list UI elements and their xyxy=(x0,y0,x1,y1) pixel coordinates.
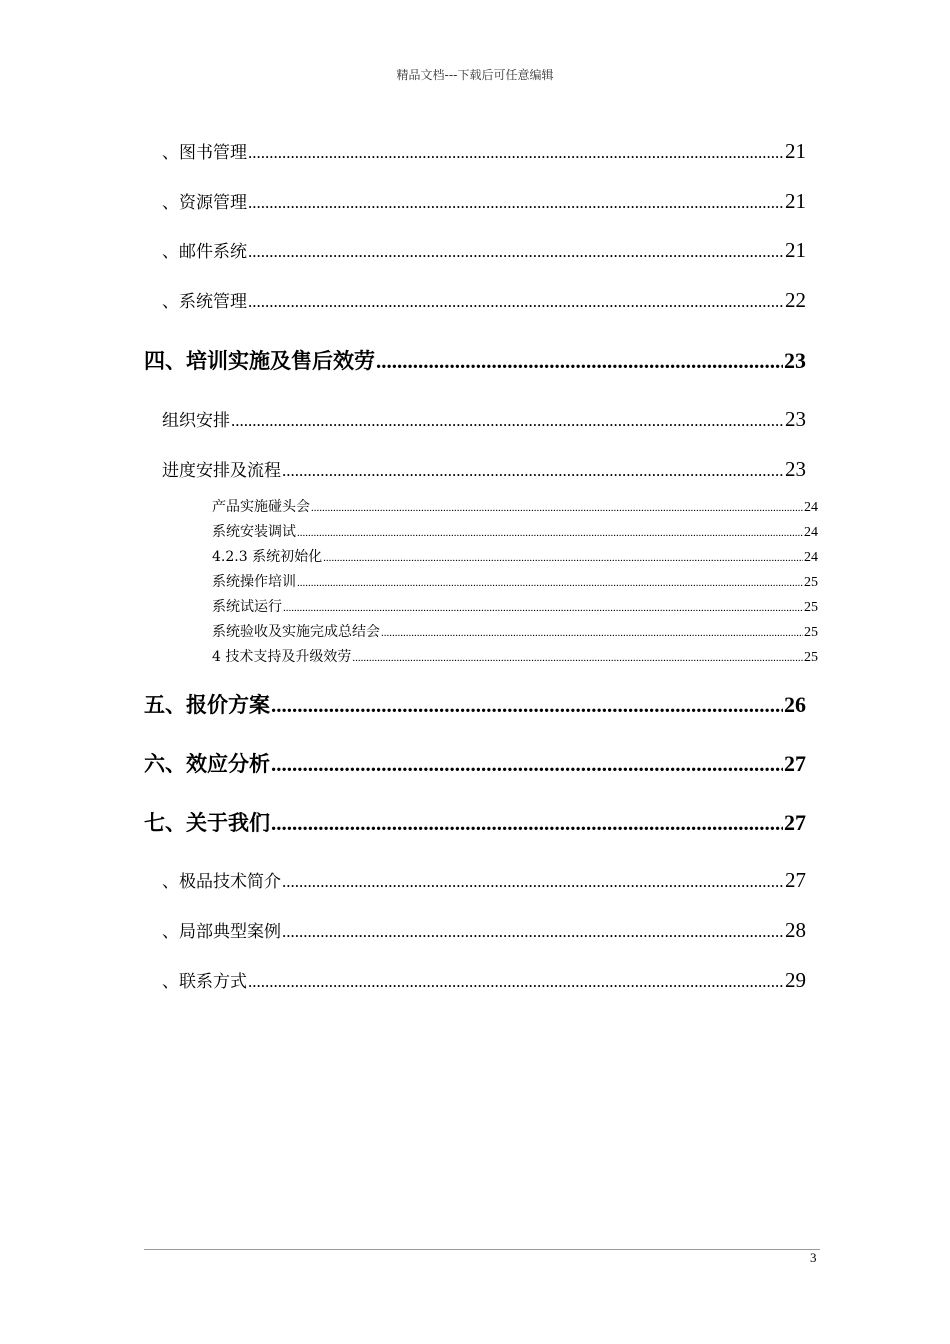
toc-subentry[interactable] xyxy=(212,596,818,616)
toc-entry-page: 27 xyxy=(785,868,806,892)
toc-entry-label: 、局部典型案例 xyxy=(162,922,281,942)
toc-entry-page: 25 xyxy=(804,625,818,640)
toc-dot-leader xyxy=(248,292,784,312)
toc-entry-label: 、系统管理 xyxy=(162,292,247,312)
toc-entry[interactable] xyxy=(162,237,806,263)
toc-entry-page: 25 xyxy=(804,575,818,590)
toc-entry-label: 四、培训实施及售后效劳 xyxy=(144,349,375,373)
toc-subentry[interactable] xyxy=(212,521,818,541)
toc-dot-leader xyxy=(352,649,803,665)
toc-entry-label: 系统验收及实施完成总结会 xyxy=(212,624,380,640)
toc-entry-page: 23 xyxy=(785,457,806,481)
toc-subentry[interactable] xyxy=(212,546,818,566)
toc-entry-page: 23 xyxy=(785,407,806,431)
toc-subentry[interactable] xyxy=(212,496,818,516)
toc-entry-label: 组织安排 xyxy=(162,411,230,431)
toc-entry[interactable] xyxy=(162,287,806,313)
toc-chapter-entry[interactable] xyxy=(144,689,806,719)
toc-dot-leader xyxy=(248,193,784,213)
toc-entry-label: 系统操作培训 xyxy=(212,574,296,590)
toc-entry-page: 29 xyxy=(785,968,806,992)
toc-dot-leader xyxy=(282,461,784,481)
toc-entry-page: 24 xyxy=(804,525,818,540)
toc-dot-leader xyxy=(311,499,803,515)
toc-dot-leader xyxy=(282,922,784,942)
page-header: 精品文档---下载后可任意编辑 xyxy=(396,68,554,82)
toc-dot-leader xyxy=(271,693,783,718)
toc-entry-label: 4.2.3 系统初始化 xyxy=(212,549,323,565)
toc-entry-page: 27 xyxy=(784,751,806,776)
toc-dot-leader xyxy=(248,242,784,262)
toc-entry-label: 、图书管理 xyxy=(162,143,247,163)
toc-chapter-entry[interactable] xyxy=(144,748,806,778)
toc-entry-page: 24 xyxy=(804,550,818,565)
toc-entry-page: 25 xyxy=(804,650,818,665)
toc-dot-leader xyxy=(248,972,784,992)
toc-entry-page: 28 xyxy=(785,918,806,942)
toc-entry-page: 23 xyxy=(784,348,806,373)
toc-entry-page: 26 xyxy=(784,692,806,717)
toc-dot-leader xyxy=(297,574,803,590)
toc-entry-label: 、邮件系统 xyxy=(162,242,247,262)
toc-subentry[interactable] xyxy=(212,646,818,666)
toc-dot-leader xyxy=(323,549,803,565)
toc-entry-page: 22 xyxy=(785,288,806,312)
toc-entry-label: 系统安装调试 xyxy=(212,524,296,540)
toc-entry-page: 21 xyxy=(785,189,806,213)
toc-entry-label: 五、报价方案 xyxy=(144,693,270,717)
toc-entry[interactable] xyxy=(162,867,806,893)
toc-chapter-entry[interactable] xyxy=(144,807,806,837)
toc-entry-label: 系统试运行 xyxy=(212,599,282,615)
toc-entry-label: 4 技术支持及升级效劳 xyxy=(212,649,352,665)
toc-dot-leader xyxy=(381,624,803,640)
toc-entry[interactable] xyxy=(162,917,806,943)
toc-entry[interactable] xyxy=(162,138,806,164)
toc-dot-leader xyxy=(248,143,784,163)
toc-entry-label: 六、效应分析 xyxy=(144,752,270,776)
toc-dot-leader xyxy=(282,872,784,892)
toc-dot-leader xyxy=(297,524,803,540)
toc-entry-label: 进度安排及流程 xyxy=(162,461,281,481)
page-number: 3 xyxy=(810,1250,817,1265)
toc-entry-page: 25 xyxy=(804,600,818,615)
toc-entry-label: 产品实施碰头会 xyxy=(212,499,310,515)
toc-chapter-entry[interactable] xyxy=(144,345,806,375)
toc-subentry[interactable] xyxy=(212,621,818,641)
toc-entry-page: 21 xyxy=(785,139,806,163)
toc-dot-leader xyxy=(231,411,784,431)
toc-entry[interactable] xyxy=(162,188,806,214)
toc-entry-page: 24 xyxy=(804,500,818,515)
toc-entry-label: 、联系方式 xyxy=(162,972,247,992)
toc-entry[interactable] xyxy=(162,456,806,482)
toc-entry-label: 、极品技术简介 xyxy=(162,872,281,892)
toc-entry-label: 七、关于我们 xyxy=(144,811,270,835)
toc-dot-leader xyxy=(376,349,783,374)
toc-entry-label: 、资源管理 xyxy=(162,193,247,213)
toc-entry[interactable] xyxy=(162,967,806,993)
footer-divider xyxy=(144,1249,820,1250)
toc-dot-leader xyxy=(271,811,783,836)
toc-entry-page: 21 xyxy=(785,238,806,262)
toc-entry-page: 27 xyxy=(784,810,806,835)
toc-dot-leader xyxy=(283,599,803,615)
toc-dot-leader xyxy=(271,752,783,777)
toc-entry[interactable] xyxy=(162,406,806,432)
toc-subentry[interactable] xyxy=(212,571,818,591)
